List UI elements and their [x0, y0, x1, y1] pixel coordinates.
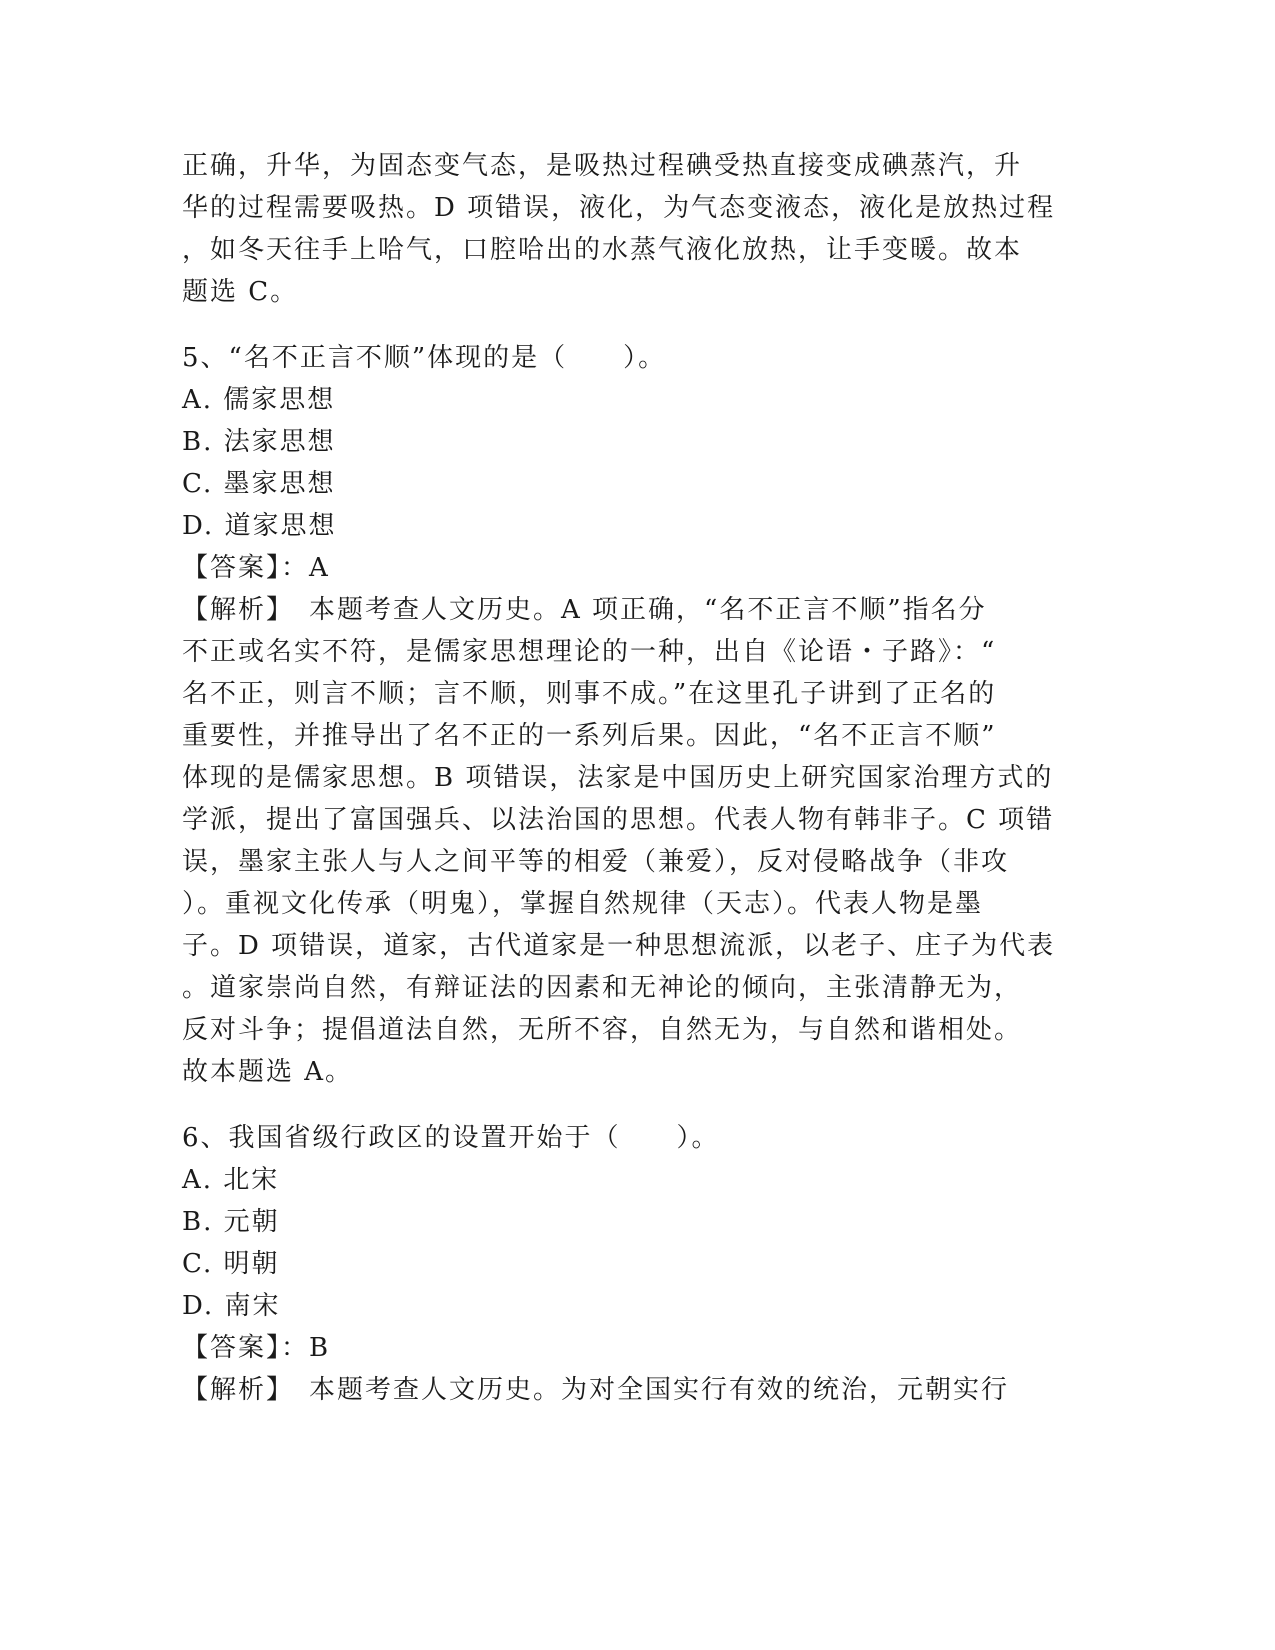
option-a: A. 北宋: [182, 1165, 280, 1195]
analysis-block: [182, 1369, 1082, 1411]
text-line: 华的过程需要吸热。D 项错误，液化，为气态变液态，液化是放热过程: [182, 193, 1056, 223]
analysis-line: 学派，提出了富国强兵、以法治国的思想。代表人物有韩非子。C 项错: [182, 805, 1055, 835]
option-c: C. 墨家思想: [182, 469, 336, 499]
analysis-block: [182, 589, 1082, 1093]
option-a: A. 儒家思想: [182, 385, 336, 415]
analysis-line: 重要性，并推导出了名不正的一系列后果。因此，“名不正言不顺”: [182, 721, 997, 751]
analysis-line: 体现的是儒家思想。B 项错误，法家是中国历史上研究国家治理方式的: [182, 763, 1054, 793]
analysis-line: 子。D 项错误，道家，古代道家是一种思想流派，以老子、庄子为代表: [182, 931, 1056, 961]
analysis-line: 反对斗争；提倡道法自然，无所不容，自然无为，与自然和谐相处。: [182, 1015, 1023, 1045]
analysis-line: 。道家崇尚自然，有辩证法的因素和无神论的倾向，主张清静无为，: [182, 973, 1023, 1003]
analysis-line: 误，墨家主张人与人之间平等的相爱（兼爱），反对侵略战争（非攻: [182, 847, 1010, 877]
question-6: [182, 1117, 1082, 1411]
text-line: 正确，升华，为固态变气态，是吸热过程碘受热直接变成碘蒸汽，升: [182, 151, 1023, 181]
analysis-line: 不正或名实不符，是儒家思想理论的一种，出自《论语・子路》：“: [182, 637, 997, 667]
answer-line: 【答案】：B: [182, 1333, 331, 1363]
analysis-line: ）。重视文化传承（明鬼），掌握自然规律（天志）。代表人物是墨: [182, 889, 984, 919]
question-5: [182, 337, 1082, 1093]
option-b: B. 元朝: [182, 1207, 280, 1237]
analysis-line: 【解析】 本题考查人文历史。A 项正确，“名不正言不顺”指名分: [182, 595, 987, 625]
option-d: D. 南宋: [182, 1291, 281, 1321]
question-stem: 6、我国省级行政区的设置开始于（ ）。: [182, 1123, 720, 1153]
text-line: ，如冬天往手上哈气，口腔哈出的水蒸气液化放热，让手变暖。故本: [182, 235, 1023, 265]
option-c: C. 明朝: [182, 1249, 280, 1279]
answer-line: 【答案】：A: [182, 553, 330, 583]
option-b: B. 法家思想: [182, 427, 336, 457]
option-d: D. 道家思想: [182, 511, 337, 541]
text-line: 题选 C。: [182, 277, 299, 307]
analysis-line: 故本题选 A。: [182, 1057, 354, 1087]
analysis-line: 名不正，则言不顺；言不顺，则事不成。”在这里孔子讲到了正名的: [182, 679, 997, 709]
previous-explanation-tail: [182, 145, 1082, 313]
analysis-line: 【解析】 本题考查人文历史。为对全国实行有效的统治，元朝实行: [182, 1375, 1010, 1405]
question-stem: 5、“名不正言不顺”体现的是（ ）。: [182, 343, 667, 373]
document-page: [182, 145, 1082, 1411]
